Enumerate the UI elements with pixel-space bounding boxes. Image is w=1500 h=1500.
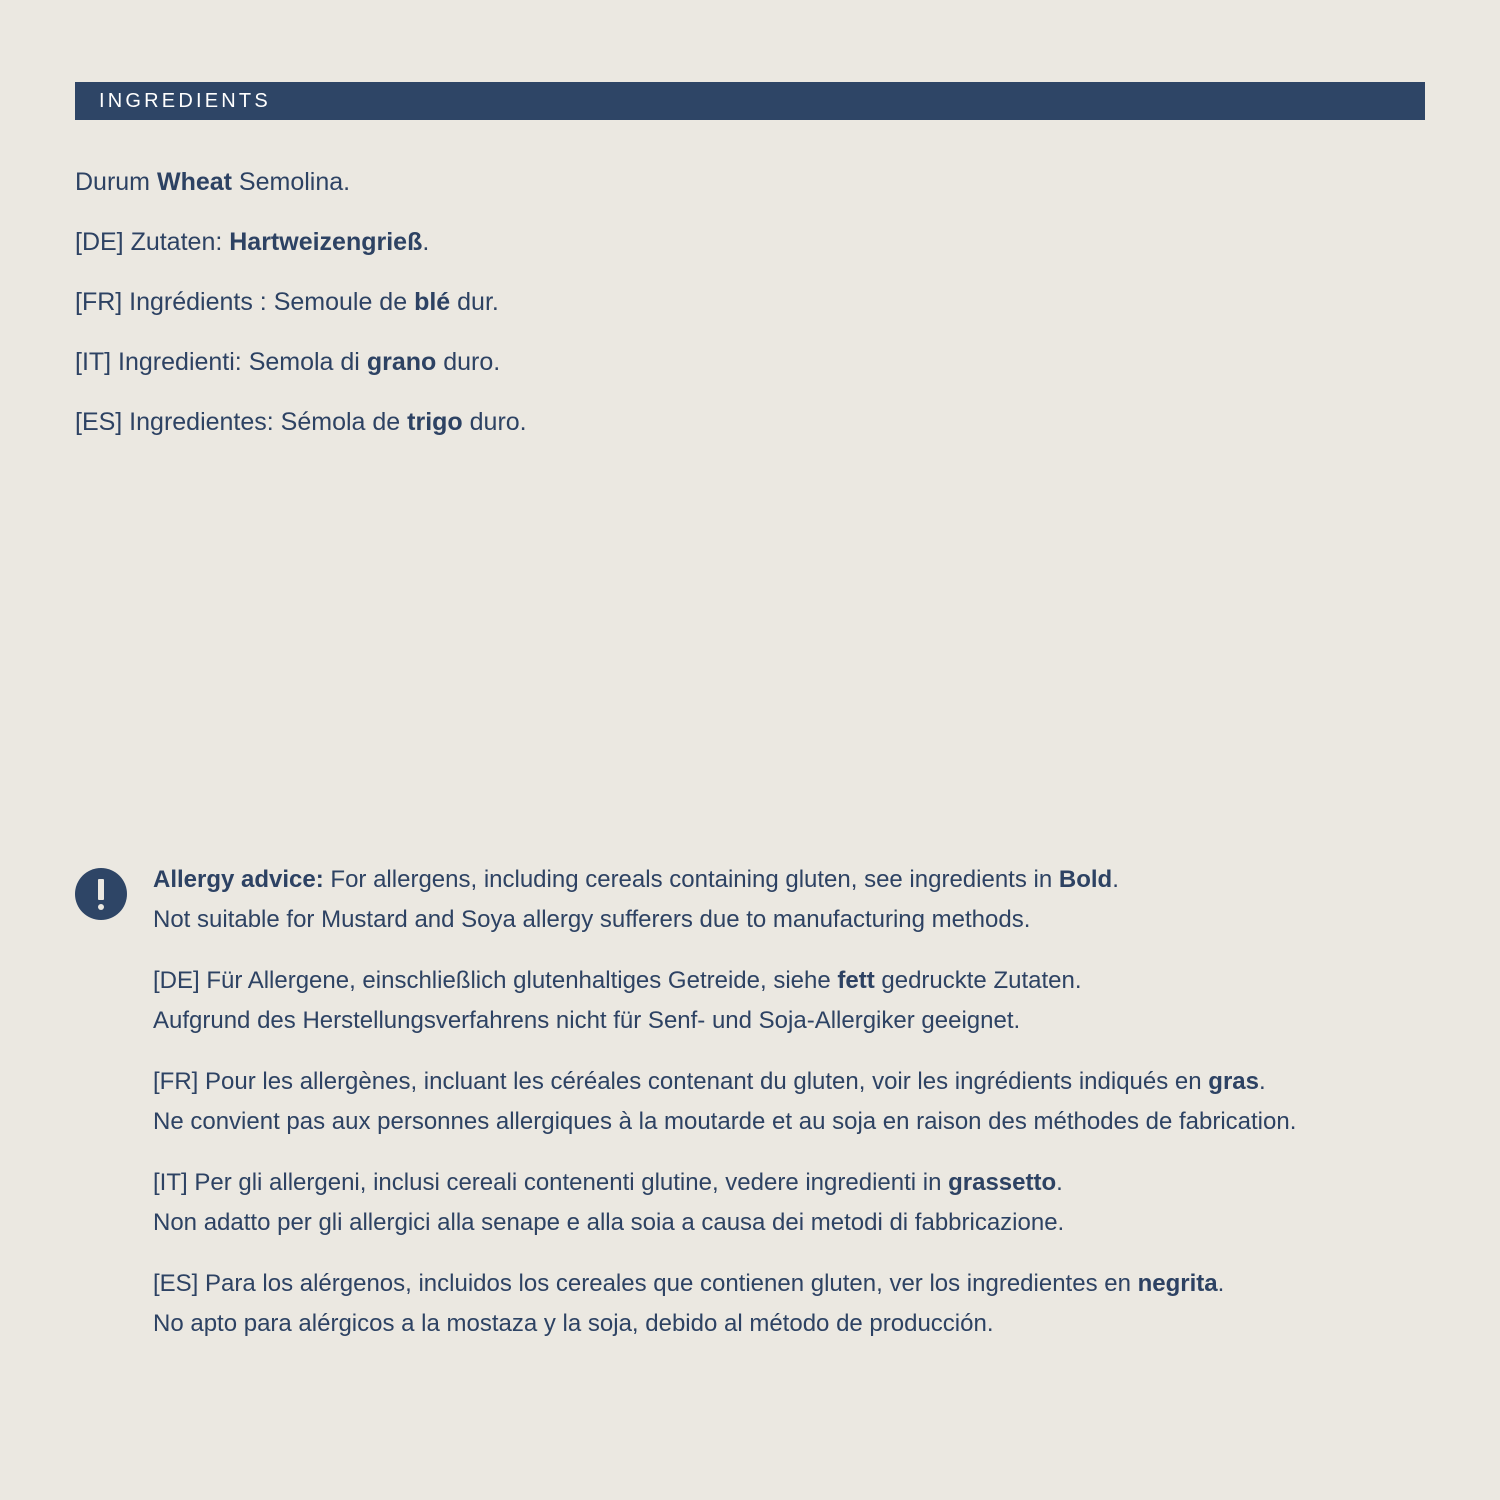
ingredient-allergen-bold: trigo xyxy=(407,408,463,436)
exclamation-circle-icon xyxy=(75,868,127,920)
ingredient-text-prefix: [DE] Zutaten: xyxy=(75,228,230,256)
ingredient-text-prefix: [FR] Ingrédients : Semoule de xyxy=(75,288,415,316)
allergy-line-prefix: For allergens, including cereals containing gluten, see ingredients in xyxy=(323,866,1059,893)
ingredient-text-suffix: duro. xyxy=(436,348,501,376)
allergy-advice-section xyxy=(75,860,1445,1344)
allergy-advice-line xyxy=(153,1062,1445,1102)
allergy-line-suffix: . xyxy=(1217,1270,1225,1297)
ingredients-list xyxy=(75,152,1435,452)
allergy-advice-paragraph xyxy=(153,1264,1445,1344)
allergy-line-bold: gras xyxy=(1208,1068,1259,1095)
allergy-line-bold: negrita xyxy=(1137,1270,1218,1297)
allergy-advice-line xyxy=(153,860,1445,900)
allergy-line-bold: Bold xyxy=(1058,866,1113,893)
allergy-line-suffix: . xyxy=(1056,1169,1063,1196)
ingredient-line xyxy=(75,332,1435,392)
allergy-advice-paragraph xyxy=(153,860,1445,940)
ingredient-text-prefix: [ES] Ingredientes: Sémola de xyxy=(75,408,408,436)
allergy-line-suffix: gedruckte Zutaten. xyxy=(874,967,1082,994)
allergy-line-bold: fett xyxy=(837,967,875,994)
allergy-line-bold: grassetto xyxy=(948,1169,1057,1196)
allergy-advice-paragraph xyxy=(153,1163,1445,1243)
allergy-advice-text xyxy=(153,860,1445,1344)
ingredients-header-bar xyxy=(75,82,1425,120)
allergy-advice-line-2: Ne convient pas aux personnes allergiques à la moutarde et au soja en raison des méthodes de fabrication. xyxy=(153,1108,1297,1135)
ingredient-allergen-bold: Hartweizengrieß xyxy=(229,228,423,256)
allergy-advice-label: Allergy advice: xyxy=(153,866,324,893)
allergy-line-prefix: [DE] Für Allergene, einschließlich glutenhaltiges Getreide, siehe xyxy=(153,967,838,994)
allergy-advice-line xyxy=(153,961,1445,1001)
allergy-line-suffix: . xyxy=(1112,866,1119,893)
allergy-advice-line-2: No apto para alérgicos a la mostaza y la soja, debido al método de producción. xyxy=(153,1310,994,1337)
allergy-advice-line xyxy=(153,1264,1445,1304)
allergy-advice-line xyxy=(153,1163,1445,1203)
ingredient-text-suffix: Semolina. xyxy=(231,168,351,196)
ingredient-line xyxy=(75,392,1435,452)
allergy-line-prefix: [ES] Para los alérgenos, incluidos los cereales que contienen gluten, ver los ingredientes en xyxy=(153,1270,1138,1297)
ingredient-line xyxy=(75,212,1435,272)
allergy-advice-line-2: Non adatto per gli allergici alla senape e alla soia a causa dei metodi di fabbricazione. xyxy=(153,1209,1065,1236)
allergy-line-prefix: [FR] Pour les allergènes, incluant les céréales contenant du gluten, voir les ingrédients indiqués en xyxy=(153,1068,1209,1095)
allergy-advice-paragraph xyxy=(153,961,1445,1041)
allergy-advice-line-2: Not suitable for Mustard and Soya allergy sufferers due to manufacturing methods. xyxy=(153,906,1031,933)
allergy-advice-paragraph xyxy=(153,1062,1445,1142)
ingredient-text-suffix: . xyxy=(422,228,430,256)
ingredient-allergen-bold: Wheat xyxy=(156,168,232,196)
allergy-advice-line-2: Aufgrund des Herstellungsverfahrens nicht für Senf- und Soja-Allergiker geeignet. xyxy=(153,1007,1021,1034)
allergy-line-prefix: [IT] Per gli allergeni, inclusi cereali contenenti glutine, vedere ingredienti in xyxy=(153,1169,949,1196)
allergy-line-suffix: . xyxy=(1259,1068,1266,1095)
ingredient-text-prefix: [IT] Ingredienti: Semola di xyxy=(75,348,367,376)
ingredient-text-suffix: dur. xyxy=(450,288,499,316)
ingredient-text-prefix: Durum xyxy=(75,168,157,196)
ingredient-allergen-bold: grano xyxy=(366,348,437,376)
ingredient-text-suffix: duro. xyxy=(462,408,527,436)
ingredient-line xyxy=(75,272,1435,332)
page-title: INGREDIENTS xyxy=(99,89,271,112)
ingredient-line xyxy=(75,152,1435,212)
ingredient-allergen-bold: blé xyxy=(414,288,451,316)
